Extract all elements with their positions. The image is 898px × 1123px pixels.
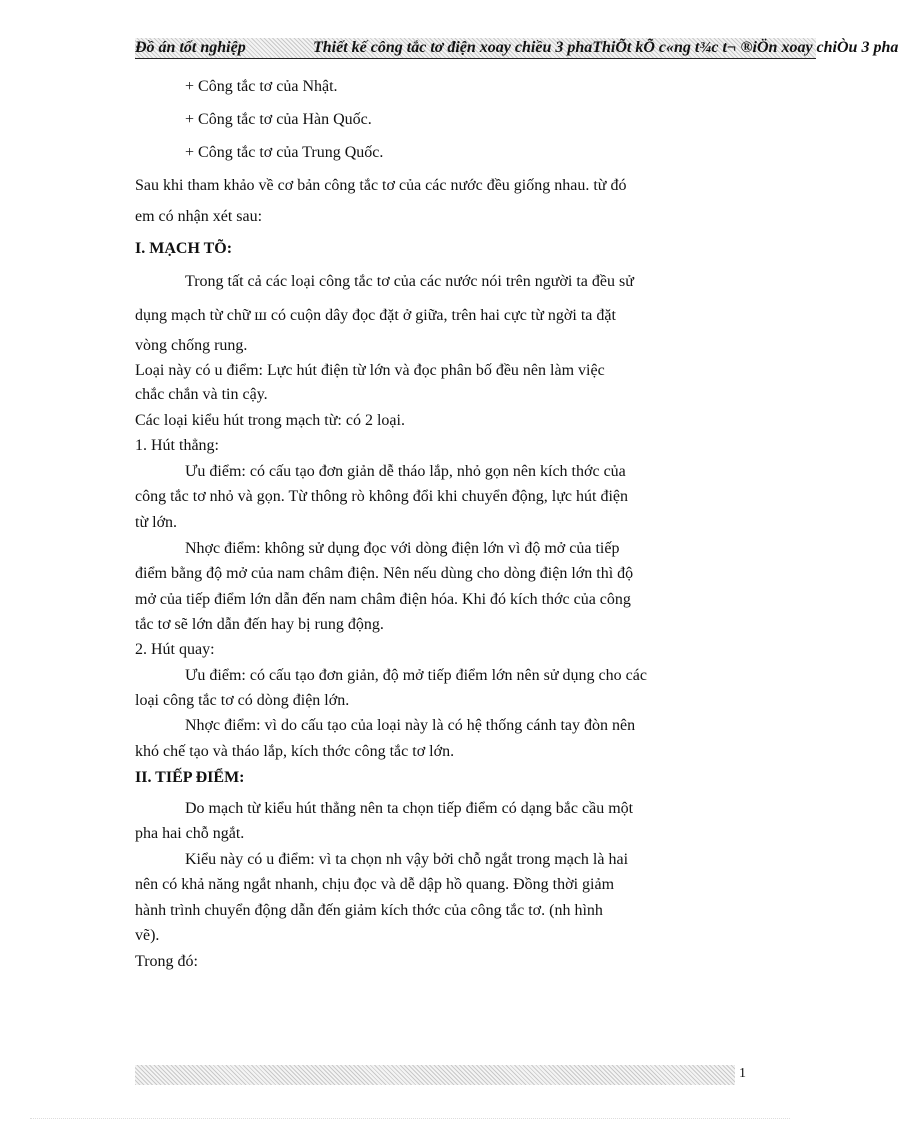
text-line: dụng mạch từ chữ ш có cuộn dây đọc đặt ở giữa, trên hai cực từ ngời ta đặt xyxy=(135,307,616,324)
text-line: Các loại kiểu hút trong mạch từ: có 2 loại. xyxy=(135,412,405,429)
text-line: Trong đó: xyxy=(135,953,198,970)
text-line: hành trình chuyển động dẫn đến giảm kích thớc của công tắc tơ. (nh hình xyxy=(135,902,603,919)
text-line: Sau khi tham khảo về cơ bản công tắc tơ của các nước đều giống nhau. từ đó xyxy=(135,177,627,194)
text-line: công tắc tơ nhỏ và gọn. Từ thông rò không đổi khi chuyển động, lực hút điện xyxy=(135,488,628,505)
text-line: Ưu điểm: có cấu tạo đơn giản dễ tháo lắp, nhỏ gọn nên kích thớc của xyxy=(185,463,626,480)
text-line: khó chế tạo và tháo lắp, kích thớc công tắc tơ lớn. xyxy=(135,743,455,760)
text-line: em có nhận xét sau: xyxy=(135,208,263,225)
text-line: 2. Hút quay: xyxy=(135,641,215,658)
text-line: Trong tất cả các loại công tắc tơ của các nước nói trên người ta đều sử xyxy=(185,273,634,290)
text-line: Nhợc điểm: vì do cấu tạo của loại này là có hệ thống cánh tay đòn nên xyxy=(185,717,636,734)
page-header xyxy=(135,38,898,59)
text-line: từ lớn. xyxy=(135,514,178,531)
page-bottom-divider xyxy=(30,1118,790,1119)
text-line: điểm bằng độ mở của nam châm điện. Nên nếu dùng cho dòng điện lớn thì độ xyxy=(135,565,634,582)
text-line: mở của tiếp điểm lớn dẫn đến nam châm điện hóa. Khi đó kích thớc của công xyxy=(135,591,631,608)
page-number: 1 xyxy=(739,1066,746,1081)
footer-bar xyxy=(135,1065,735,1085)
header-right-title: Thiết kế công tắc tơ điện xoay chiều 3 phaThiÕt kÕ c«ng t¾c t¬ ®iÖn xoay chiÒu 3 pha xyxy=(313,39,898,56)
text-line: + Công tắc tơ của Trung Quốc. xyxy=(185,144,384,161)
text-line: + Công tắc tơ của Hàn Quốc. xyxy=(185,111,372,128)
section-heading: I. MẠCH TÕ: xyxy=(135,240,233,257)
text-line: Loại này có u điểm: Lực hút điện từ lớn và đọc phân bố đều nên làm việc xyxy=(135,362,605,379)
text-line: + Công tắc tơ của Nhật. xyxy=(185,78,338,95)
section-heading: II. TIẾP ĐIỂM: xyxy=(135,769,245,786)
text-line: Kiểu này có u điểm: vì ta chọn nh vậy bởi chỗ ngắt trong mạch là hai xyxy=(185,851,629,868)
text-line: Do mạch từ kiểu hút thẳng nên ta chọn tiếp điểm có dạng bắc cầu một xyxy=(185,800,634,817)
text-line: 1. Hút thẳng: xyxy=(135,437,219,454)
header-left-title: Đồ án tốt nghiệp xyxy=(135,39,246,56)
text-line: vòng chống rung. xyxy=(135,337,248,354)
text-line: Ưu điểm: có cấu tạo đơn giản, độ mở tiếp điểm lớn nên sử dụng cho các xyxy=(185,667,647,684)
text-line: tắc tơ sẽ lớn dẫn đến hay bị rung động. xyxy=(135,616,384,633)
text-line: loại công tắc tơ có dòng điện lớn. xyxy=(135,692,350,709)
text-line: nên có khả năng ngắt nhanh, chịu đọc và dễ dập hồ quang. Đồng thời giảm xyxy=(135,876,615,893)
text-line: pha hai chỗ ngắt. xyxy=(135,825,245,842)
text-line: chắc chắn và tin cậy. xyxy=(135,386,268,403)
text-line: Nhợc điểm: không sử dụng đọc với dòng điện lớn vì độ mở của tiếp xyxy=(185,540,620,557)
text-line: vẽ). xyxy=(135,927,160,944)
